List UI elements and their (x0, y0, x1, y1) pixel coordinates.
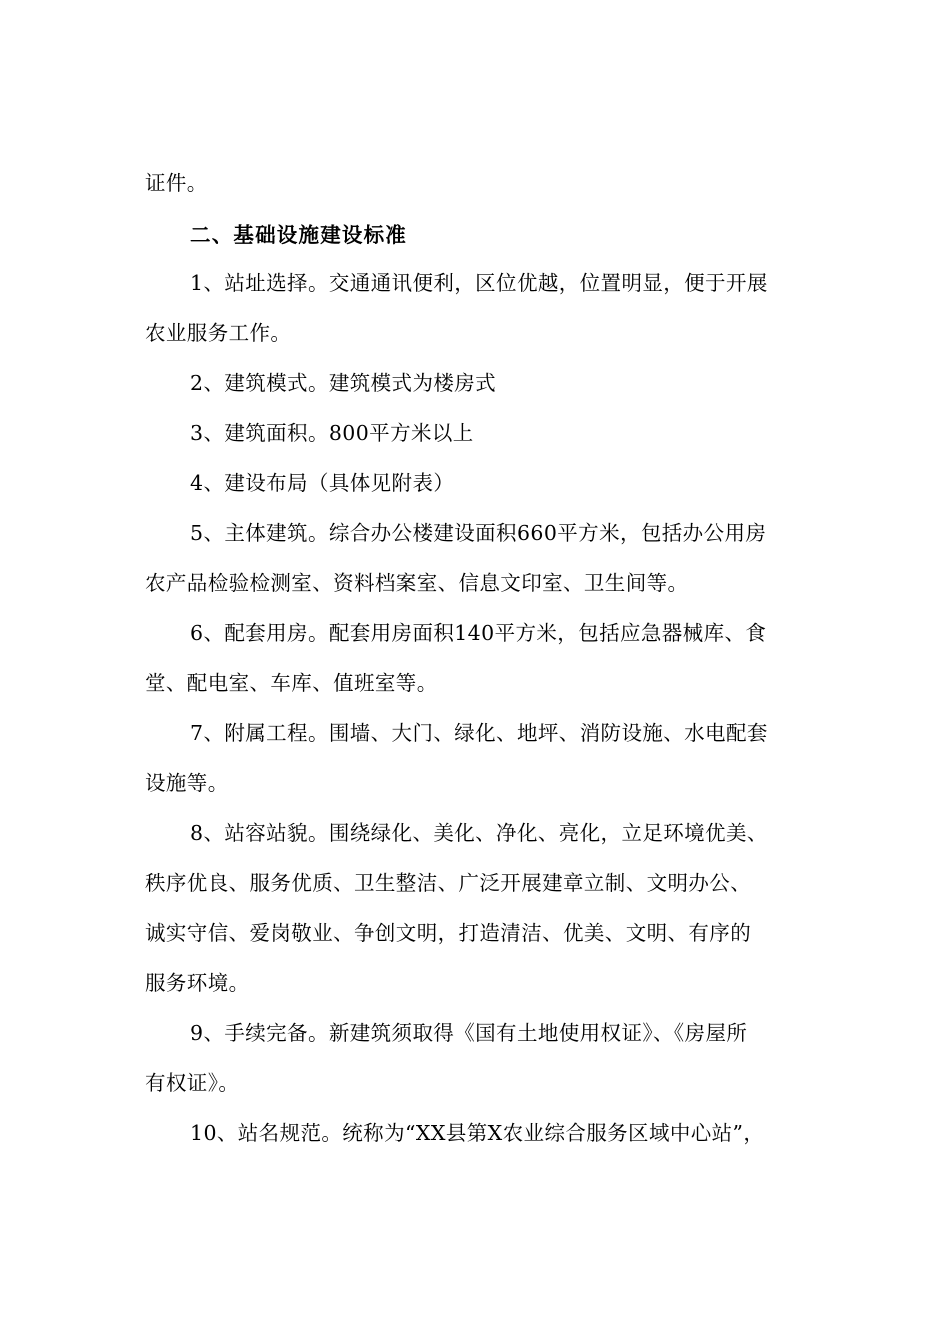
item-6-line-2: 堂、配电室、车库、值班室等。 (145, 671, 438, 695)
item-8-line-4: 服务环境。 (145, 971, 250, 995)
text-line-continuation: 证件。 (145, 171, 208, 195)
item-5-line-2: 农产品检验检测室、资料档案室、信息文印室、卫生间等。 (145, 571, 689, 595)
item-9-line-2: 有权证》。 (145, 1071, 240, 1095)
item-10-line-1: 10、站名规范。统称为“XX县第X农业综合服务区域中心站”， (190, 1121, 765, 1145)
item-1-line-2: 农业服务工作。 (145, 321, 292, 345)
item-4: 4、建设布局（具体见附表） (190, 471, 455, 495)
item-6-line-1: 6、配套用房。配套用房面积140平方米，包括应急器械库、食 (190, 621, 767, 645)
item-7-line-1: 7、附属工程。围墙、大门、绿化、地坪、消防设施、水电配套 (190, 721, 768, 745)
item-3: 3、建筑面积。800平方米以上 (190, 421, 474, 445)
item-1-line-1: 1、站址选择。交通通讯便利，区位优越，位置明显，便于开展 (190, 271, 768, 295)
item-2: 2、建筑模式。建筑模式为楼房式 (190, 371, 497, 395)
item-8-line-2: 秩序优良、服务优质、卫生整洁、广泛开展建章立制、文明办公、 (145, 871, 752, 895)
item-8-line-3: 诚实守信、爱岗敬业、争创文明，打造清洁、优美、文明、有序的 (145, 921, 752, 945)
section-heading: 二、基础设施建设标准 (190, 223, 407, 247)
item-8-line-1: 8、站容站貌。围绕绿化、美化、净化、亮化，立足环境优美、 (190, 821, 768, 845)
item-7-line-2: 设施等。 (145, 771, 229, 795)
item-5-line-1: 5、主体建筑。综合办公楼建设面积660平方米，包括办公用房 (190, 521, 767, 545)
item-9-line-1: 9、手续完备。新建筑须取得《国有土地使用权证》、《房屋所 (190, 1021, 748, 1045)
